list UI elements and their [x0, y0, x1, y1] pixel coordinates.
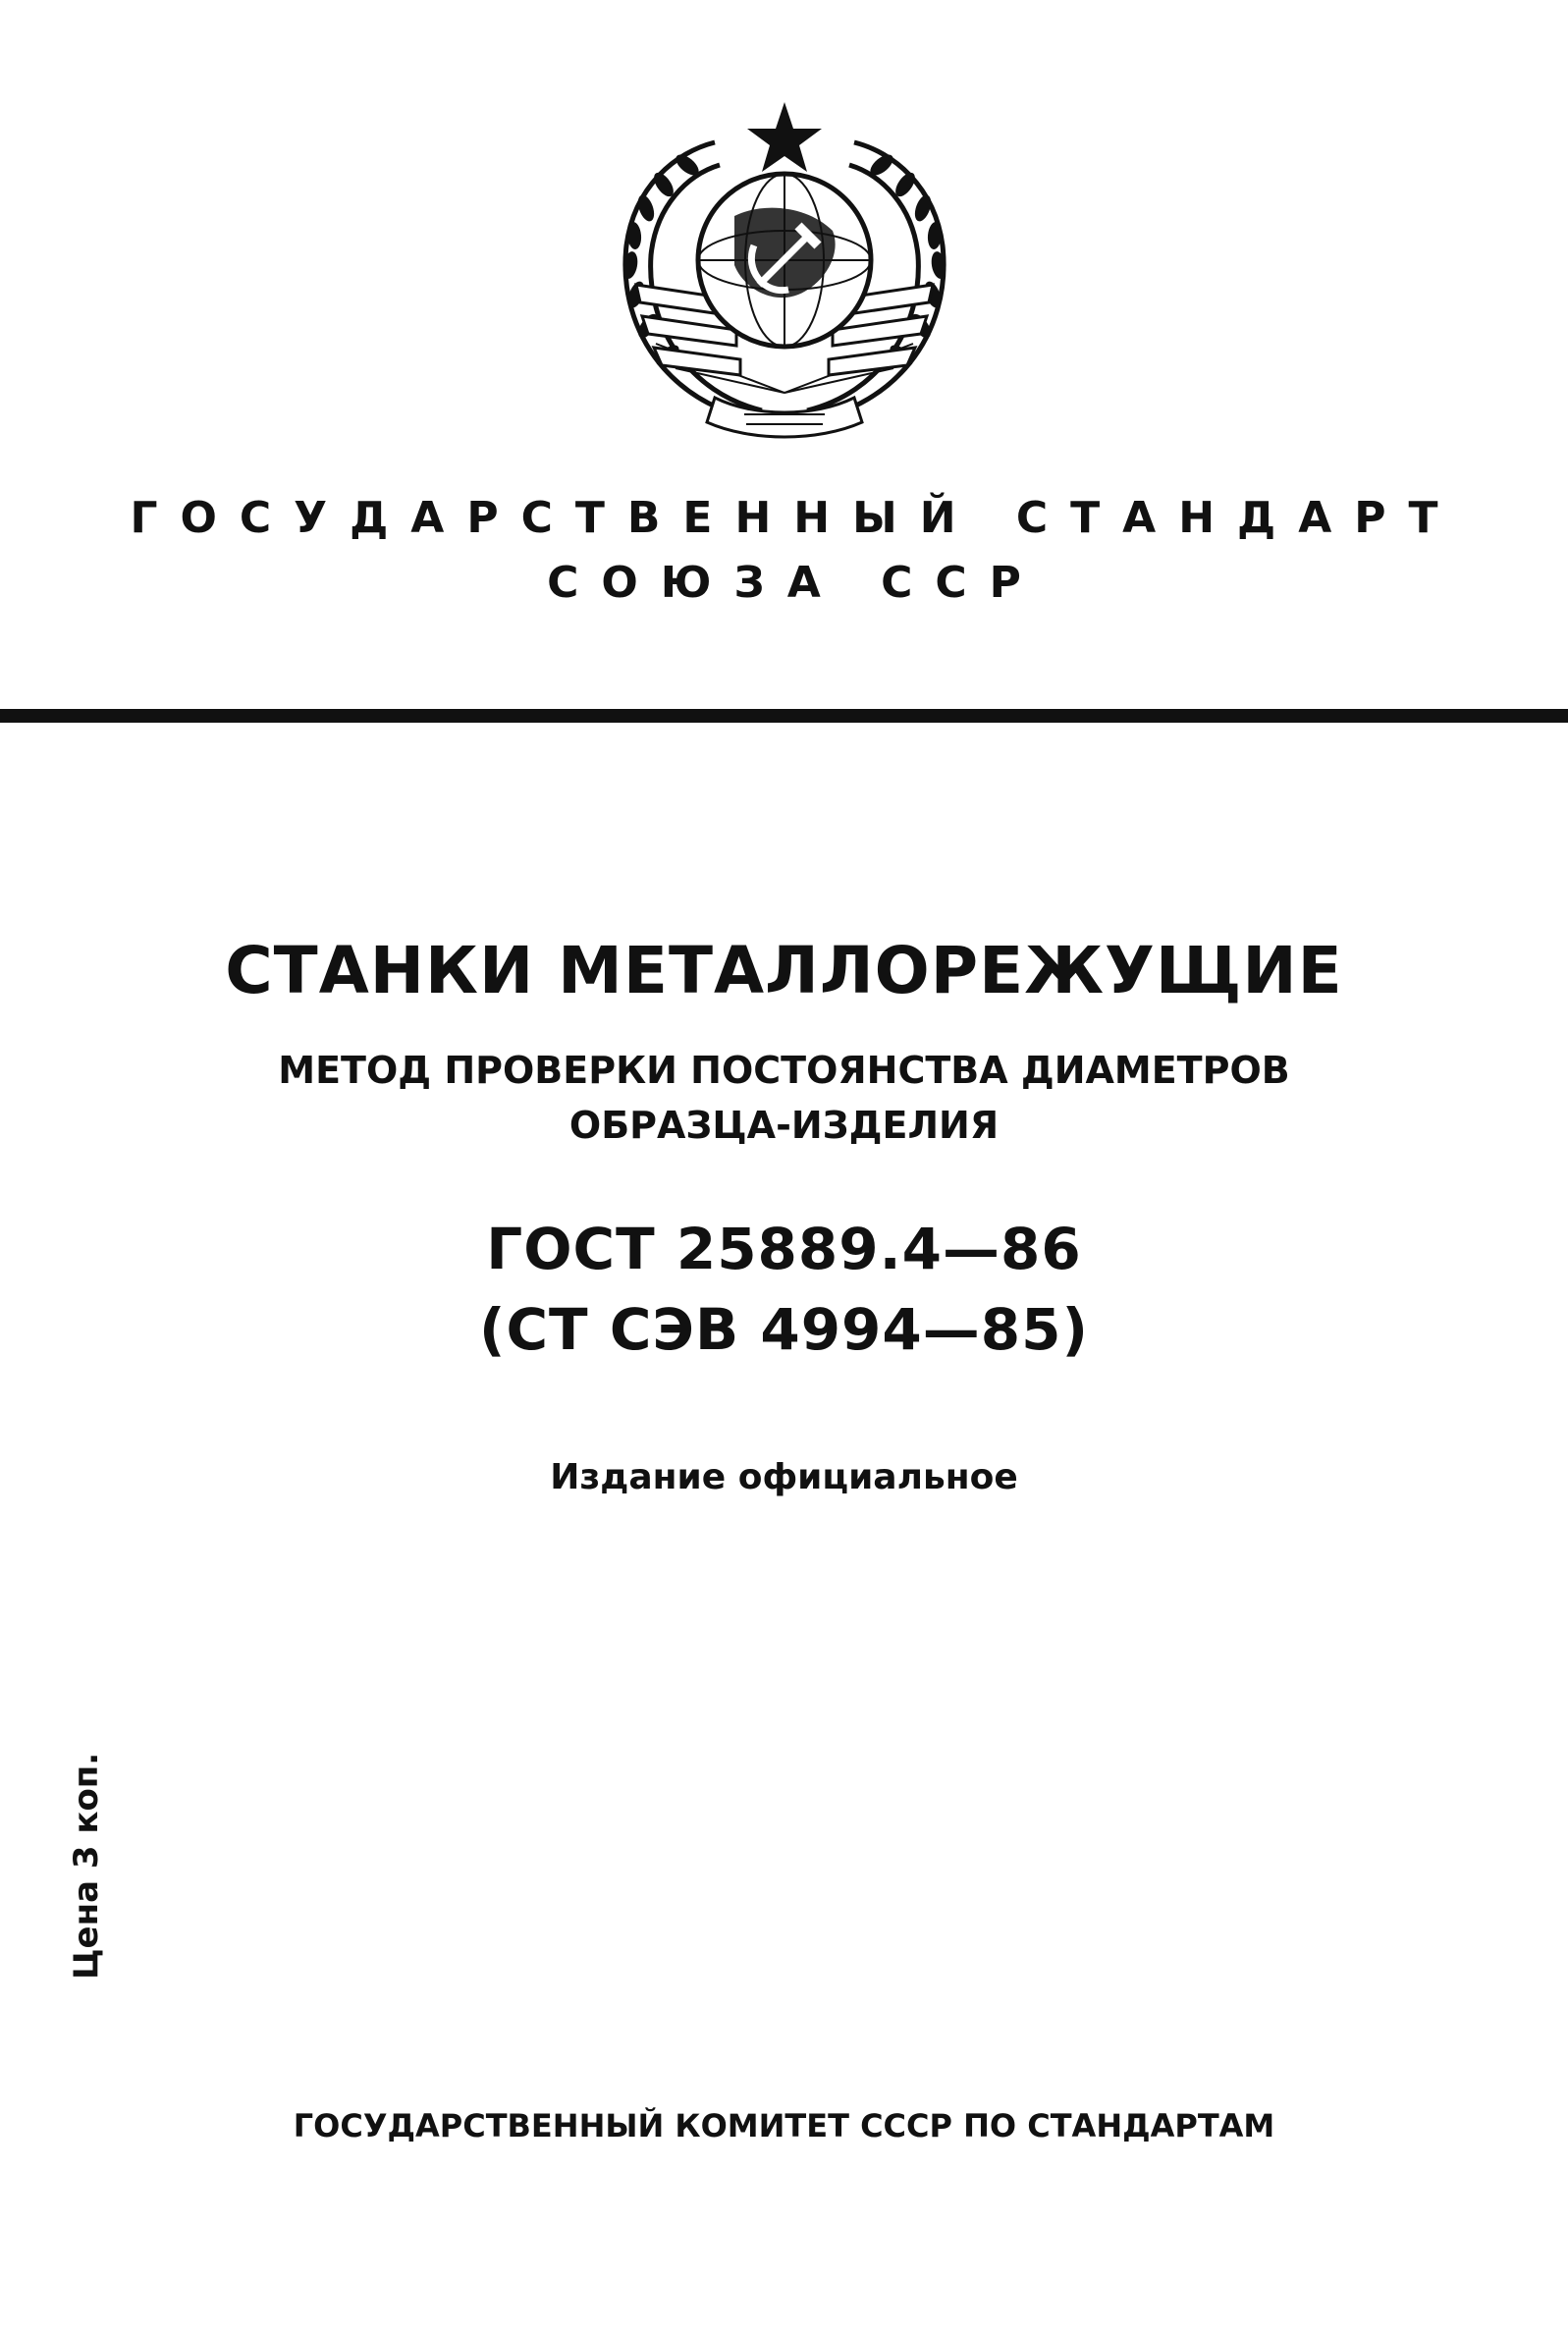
edition-label: Издание официальное: [550, 1457, 1018, 1497]
document-subtitle-line1: МЕТОД ПРОВЕРКИ ПОСТОЯНСТВА ДИАМЕТРОВ: [278, 1049, 1290, 1092]
price-label: Цена 3 коп.: [67, 1752, 106, 1980]
document-subtitle-line2: ОБРАЗЦА-ИЗДЕЛИЯ: [568, 1104, 1000, 1147]
header-state-standard: ГОСУДАРСТВЕННЫЙ СТАНДАРТ: [130, 493, 1461, 543]
publisher-footer: ГОСУДАРСТВЕННЫЙ КОМИТЕТ СССР ПО СТАНДАРТАМ: [293, 2107, 1275, 2144]
document-title: СТАНКИ МЕТАЛЛОРЕЖУЩИЕ: [225, 933, 1343, 1008]
state-emblem-icon: [597, 98, 972, 463]
header-ussr: СОЮЗА ССР: [547, 558, 1044, 608]
gost-number: ГОСТ 25889.4—86: [486, 1216, 1082, 1282]
header-divider: [0, 709, 1568, 723]
st-sev-number: (СТ СЭВ 4994—85): [478, 1296, 1089, 1363]
